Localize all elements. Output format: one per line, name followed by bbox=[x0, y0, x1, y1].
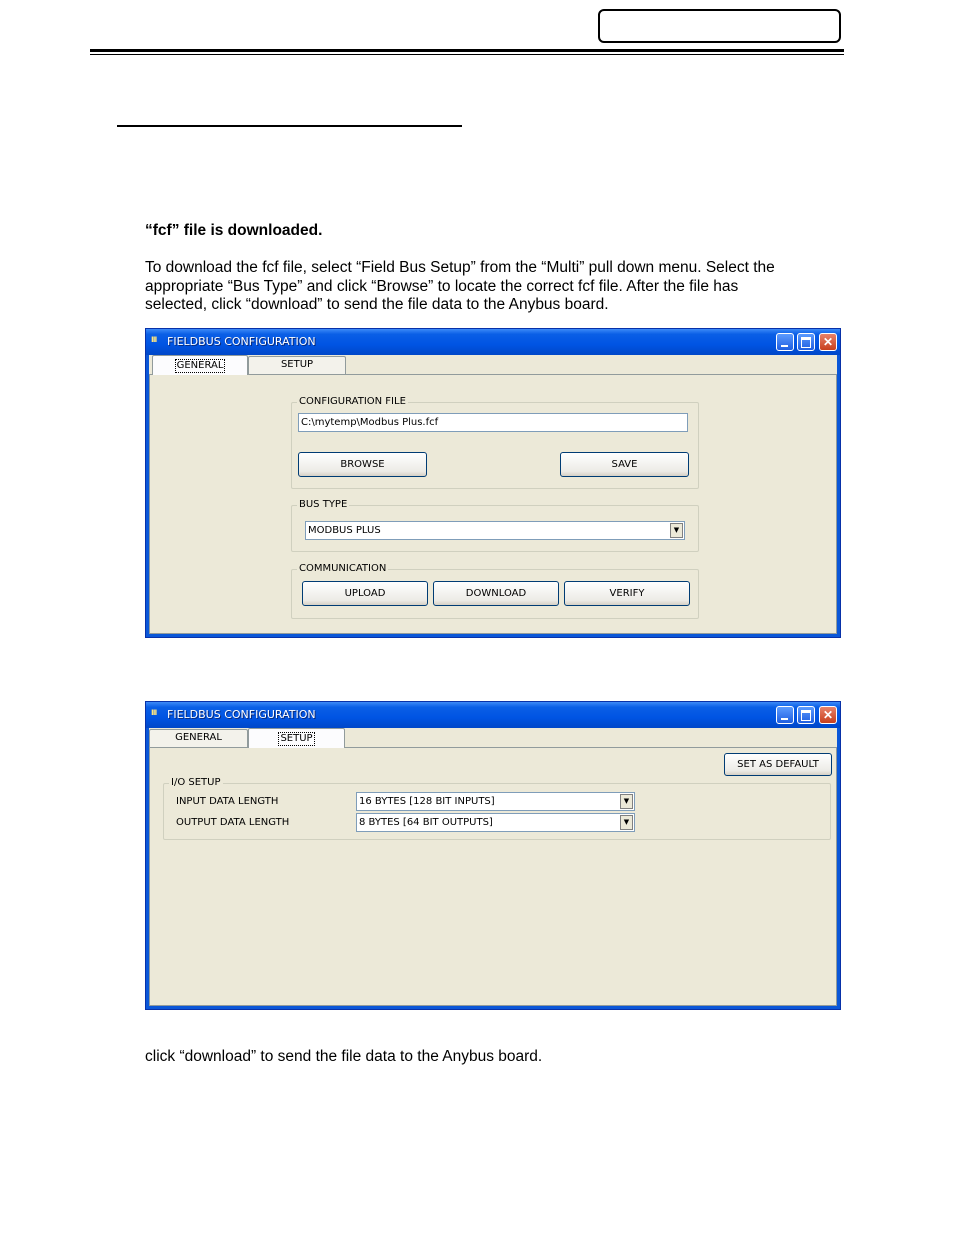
minimize-icon[interactable] bbox=[776, 706, 794, 724]
dialog-body bbox=[149, 355, 837, 634]
upload-button[interactable]: UPLOAD bbox=[302, 581, 428, 606]
bus-type-selected: MODBUS PLUS bbox=[308, 525, 381, 536]
app-icon: ııı bbox=[151, 707, 157, 718]
input-data-length-label: INPUT DATA LENGTH bbox=[176, 796, 279, 807]
input-data-length-value: 16 BYTES [128 BIT INPUTS] bbox=[359, 796, 495, 807]
input-data-length-select[interactable] bbox=[356, 792, 635, 811]
output-data-length-label: OUTPUT DATA LENGTH bbox=[176, 817, 290, 828]
tab-setup[interactable] bbox=[248, 356, 346, 374]
configuration-file-label: CONFIGURATION FILE bbox=[299, 396, 406, 407]
maximize-icon[interactable] bbox=[797, 706, 815, 724]
tab-general-label: GENERAL bbox=[175, 732, 222, 743]
save-button[interactable]: SAVE bbox=[560, 452, 689, 477]
chevron-down-icon[interactable]: ▼ bbox=[620, 794, 633, 809]
footer-line: click “download” to send the file data to the Anybus board. bbox=[145, 1048, 543, 1065]
header-rule bbox=[90, 49, 844, 55]
intro-line-3: selected, click “download” to send the file data to the Anybus board. bbox=[145, 296, 609, 313]
maximize-icon[interactable] bbox=[797, 333, 815, 351]
browse-button[interactable]: BROWSE bbox=[298, 452, 427, 477]
tab-general[interactable] bbox=[149, 729, 248, 747]
tab-setup[interactable] bbox=[248, 728, 345, 748]
dialog-body bbox=[149, 728, 837, 1006]
download-button[interactable]: DOWNLOAD bbox=[433, 581, 559, 606]
communication-label: COMMUNICATION bbox=[299, 563, 387, 574]
intro-line-2: appropriate “Bus Type” and click “Browse” to locate the correct fcf file. After the file has bbox=[145, 278, 739, 295]
close-icon[interactable]: ✕ bbox=[819, 706, 837, 724]
tab-general[interactable] bbox=[152, 355, 248, 375]
fieldbus-dialog-general bbox=[145, 328, 841, 638]
set-as-default-button[interactable]: SET AS DEFAULT bbox=[724, 753, 832, 776]
fieldbus-dialog-setup bbox=[145, 701, 841, 1010]
tab-setup-label: SETUP bbox=[280, 359, 314, 370]
configuration-file-group bbox=[291, 396, 699, 489]
titlebar[interactable] bbox=[146, 702, 840, 728]
chevron-down-icon[interactable]: ▼ bbox=[670, 523, 683, 538]
config-file-path-input[interactable]: C:\mytemp\Modbus Plus.fcf bbox=[298, 413, 688, 432]
close-icon[interactable]: ✕ bbox=[819, 333, 837, 351]
tab-setup-label: SETUP bbox=[280, 733, 313, 744]
communication-group bbox=[291, 563, 699, 619]
io-setup-group bbox=[163, 777, 831, 840]
output-data-length-value: 8 BYTES [64 BIT OUTPUTS] bbox=[359, 817, 493, 828]
bus-type-select[interactable] bbox=[305, 521, 685, 540]
verify-button[interactable]: VERIFY bbox=[564, 581, 690, 606]
io-setup-label: I/O SETUP bbox=[171, 777, 221, 788]
chevron-down-icon[interactable]: ▼ bbox=[620, 815, 633, 830]
output-data-length-select[interactable] bbox=[356, 813, 635, 832]
titlebar[interactable] bbox=[146, 329, 840, 355]
intro-bold-line: “fcf” file is downloaded. bbox=[145, 222, 323, 239]
tab-panel bbox=[149, 374, 837, 634]
minimize-icon[interactable] bbox=[776, 333, 794, 351]
section-heading-rule bbox=[117, 125, 462, 127]
intro-line-1: To download the fcf file, select “Field Bus Setup” from the “Multi” pull down menu. Select the bbox=[145, 259, 775, 276]
app-icon: ııı bbox=[151, 334, 157, 345]
tab-panel bbox=[149, 747, 837, 1006]
tab-general-label: GENERAL bbox=[176, 360, 224, 371]
bus-type-group bbox=[291, 499, 699, 552]
window-title: FIELDBUS CONFIGURATION bbox=[167, 708, 316, 721]
header-label-box bbox=[598, 9, 841, 43]
bus-type-label: BUS TYPE bbox=[299, 499, 348, 510]
window-title: FIELDBUS CONFIGURATION bbox=[167, 335, 316, 348]
